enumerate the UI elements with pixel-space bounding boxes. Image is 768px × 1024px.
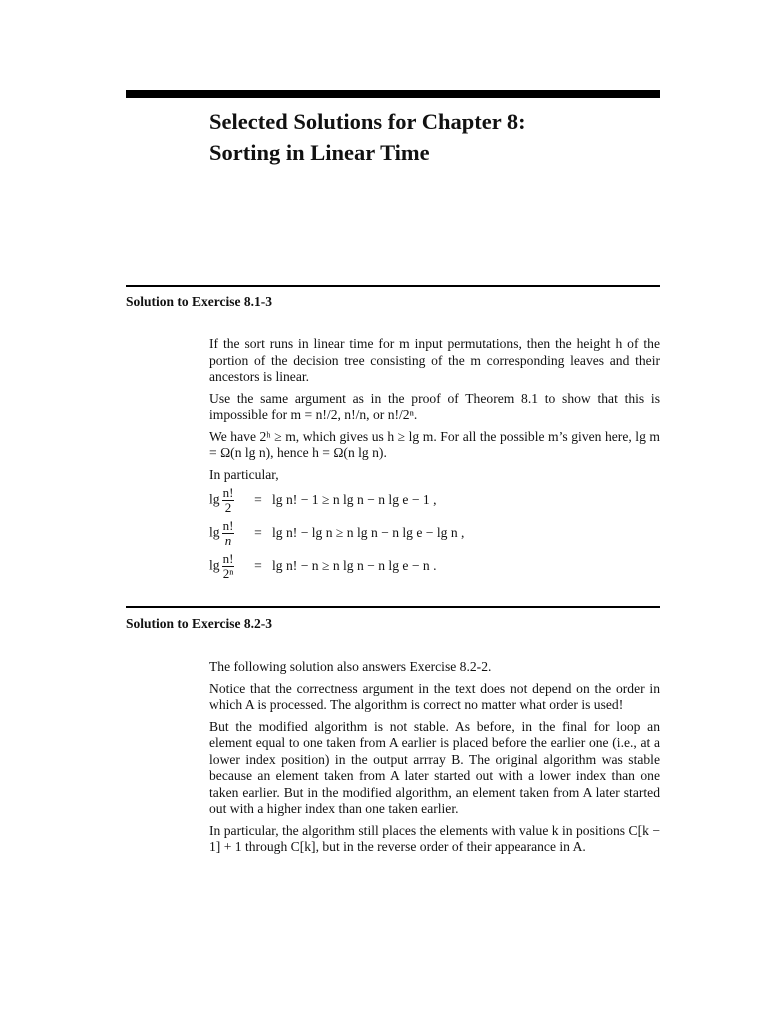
paragraph: We have 2ʰ ≥ m, which gives us h ≥ lg m. For all the possible m’s given here, lg m = Ω(n lg n), hence h = Ω(n lg n). — [209, 428, 660, 460]
fraction — [222, 519, 235, 548]
chapter-title — [209, 106, 660, 168]
equals-sign: = — [254, 525, 262, 541]
fraction-denominator: 2 — [224, 500, 232, 515]
equation-rhs: lg n! − 1 ≥ n lg n − n lg e − 1 , — [272, 492, 437, 508]
equation-lhs — [209, 484, 244, 517]
paragraph: Use the same argument as in the proof of Theorem 8.1 to show that this is impossible for m = n!/2, n!/n, or n!/2ⁿ. — [209, 390, 660, 422]
section-body-1 — [209, 336, 660, 583]
section-rule-1 — [126, 285, 660, 287]
paragraph: In particular, — [209, 466, 279, 482]
chapter-title-line-1: Selected Solutions for Chapter 8: — [209, 109, 526, 134]
equation-rhs: lg n! − n ≥ n lg n − n lg e − n . — [272, 558, 437, 574]
fraction-numerator: n! — [222, 485, 234, 500]
equals-sign: = — [254, 558, 262, 574]
lg-operator: lg — [209, 524, 220, 540]
fraction-denominator: n — [224, 533, 232, 548]
equation-array — [209, 484, 464, 583]
fraction-numerator: n! — [222, 551, 234, 566]
section-rule-2 — [126, 606, 660, 608]
paragraph: If the sort runs in linear time for m input permutations, then the height h of the portion of the decision tree consisting of the m corresponding leaves and their ancestors is linear. — [209, 336, 660, 384]
equation-row — [209, 550, 464, 583]
section-heading-1: Solution to Exercise 8.1-3 — [126, 294, 272, 309]
fraction — [222, 552, 235, 581]
equation-row — [209, 517, 464, 550]
fraction — [222, 486, 235, 515]
lg-operator: lg — [209, 491, 220, 507]
paragraph: The following solution also answers Exercise 8.2-2. — [209, 659, 492, 674]
top-rule — [126, 90, 660, 98]
equation-lhs — [209, 517, 244, 550]
section-body-2 — [209, 659, 660, 861]
section-heading-2: Solution to Exercise 8.2-3 — [126, 616, 272, 631]
lg-operator: lg — [209, 557, 220, 573]
fraction-numerator: n! — [222, 518, 234, 533]
paragraph: In particular, the algorithm still places the elements with value k in positions C[k − 1] + 1 through C[k], but in the reverse order of their appearance in A. — [209, 822, 660, 854]
chapter-title-line-2: Sorting in Linear Time — [209, 140, 430, 165]
equals-sign: = — [254, 492, 262, 508]
equation-rhs: lg n! − lg n ≥ n lg n − n lg e − lg n , — [272, 525, 465, 541]
equation-row — [209, 484, 464, 517]
paragraph: But the modified algorithm is not stable. As before, in the final for loop an element equal to one taken from A earlier is placed before the earlier one (i.e., at a lower index position) in the output arrray B. The original algorithm was stable because an element taken from A later started out with a lower index than one taken earlier. But in the modified algorithm, an element taken from A later started out with a higher index than one taken earlier. — [209, 718, 660, 816]
paragraph: Notice that the correctness argument in the text does not depend on the order in which A is processed. The algorithm is correct no matter what order is used! — [209, 680, 660, 712]
equation-lhs — [209, 550, 244, 583]
fraction-denominator: 2ⁿ — [222, 566, 234, 581]
